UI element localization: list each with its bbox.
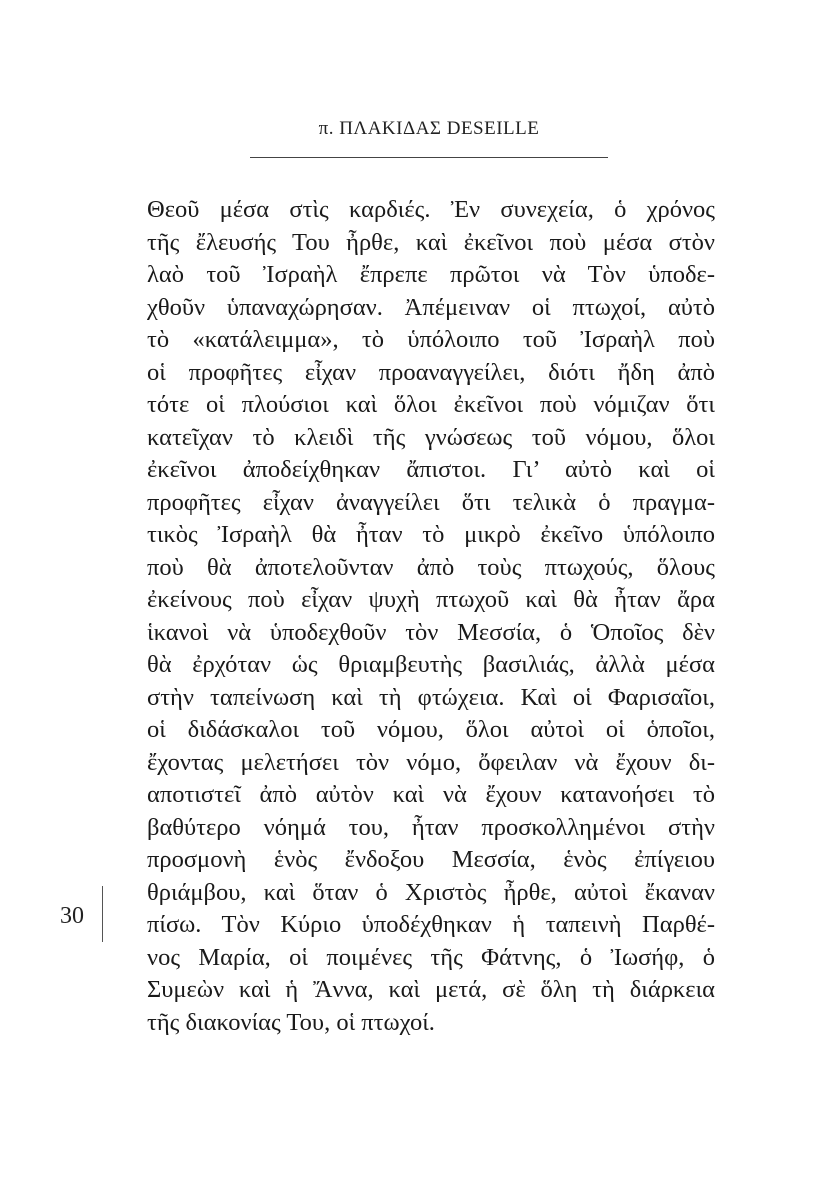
text-line: χθοῦν ὑπαναχώρησαν. Ἀπέμειναν οἱ πτωχοί, αὐτὸ	[147, 293, 715, 321]
text-line: ποὺ θὰ ἀποτελοῦνταν ἀπὸ τοὺς πτωχούς, ὅλους	[147, 553, 715, 581]
text-line-last: τῆς διακονίας Του, οἱ πτωχοί.	[147, 1008, 435, 1036]
page-number-rule	[102, 886, 103, 942]
text-line: λαὸ τοῦ Ἰσραὴλ ἔπρεπε πρῶτοι νὰ Τὸν ὑποδε-	[147, 261, 715, 288]
text-line: Συμεὼν καὶ ἡ Ἄννα, καὶ μετά, σὲ ὅλη τὴ διάρκεια	[147, 976, 715, 1003]
text-line: προσμονὴ ἑνὸς ἔνδοξου Μεσσία, ἑνὸς ἐπίγειου	[147, 846, 715, 873]
text-line: τικὸς Ἰσραὴλ θὰ ἦταν τὸ μικρὸ ἐκεῖνο ὑπόλοιπο	[147, 521, 715, 548]
text-line: προφῆτες εἶχαν ἀναγγείλει ὅτι τελικὰ ὁ πραγμα-	[147, 488, 715, 516]
text-line: θὰ ἐρχόταν ὡς θριαμβευτὴς βασιλιάς, ἀλλὰ μέσα	[147, 651, 715, 678]
text-line: ἱκανοὶ νὰ ὑποδεχθοῦν τὸν Μεσσία, ὁ Ὁποῖος δὲν	[147, 618, 715, 646]
running-head: π. ΠΛΑΚΙΔΑΣ DESEILLE	[318, 118, 540, 139]
text-line: οἱ προφῆτες εἶχαν προαναγγείλει, διότι ἤδη ἀπὸ	[147, 358, 715, 386]
page-number: 30	[60, 903, 84, 929]
text-line: βαθύτερο νόημά του, ἦταν προσκολλημένοι στὴν	[147, 813, 715, 841]
text-line: τότε οἱ πλούσιοι καὶ ὅλοι ἐκεῖνοι ποὺ νόμιζαν ὅτι	[147, 391, 715, 418]
text-line: κατεῖχαν τὸ κλειδὶ τῆς γνώσεως τοῦ νόμου, ὅλοι	[147, 423, 715, 451]
text-line: αποτιστεῖ ἀπὸ αὐτὸν καὶ νὰ ἔχουν κατανοήσει τὸ	[147, 781, 715, 808]
text-line: ἔχοντας μελετήσει τὸν νόμο, ὄφειλαν νὰ ἔχουν δι-	[147, 748, 715, 776]
text-line: οἱ διδάσκαλοι τοῦ νόμου, ὅλοι αὐτοὶ οἱ ὁποῖοι,	[147, 716, 715, 743]
text-line: τῆς ἔλευσής Του ἦρθε, καὶ ἐκεῖνοι ποὺ μέσα στὸν	[147, 228, 715, 256]
text-line: ἐκείνους ποὺ εἶχαν ψυχὴ πτωχοῦ καὶ θὰ ἦταν ἄρα	[147, 586, 715, 613]
text-line: νος Μαρία, οἱ ποιμένες τῆς Φάτνης, ὁ Ἰωσήφ, ὁ	[147, 943, 715, 971]
text-line: τὸ «κατάλειμμα», τὸ ὑπόλοιπο τοῦ Ἰσραὴλ ποὺ	[147, 326, 715, 353]
text-line: στὴν ταπείνωση καὶ τὴ φτώχεια. Καὶ οἱ Φαρισαῖοι,	[147, 683, 715, 711]
body-text	[147, 194, 715, 1039]
text-line: ἐκεῖνοι ἀποδείχθηκαν ἄπιστοι. Γι’ αὐτὸ καὶ οἱ	[147, 456, 715, 483]
text-line: θριάμβου, καὶ ὅταν ὁ Χριστὸς ἦρθε, αὐτοὶ ἔκαναν	[147, 878, 715, 906]
text-line: Θεοῦ μέσα στὶς καρδιές. Ἐν συνεχεία, ὁ χρόνος	[147, 196, 715, 223]
header-rule	[250, 157, 608, 158]
text-line: πίσω. Τὸν Κύριο ὑποδέχθηκαν ἡ ταπεινὴ Παρθέ-	[147, 911, 715, 938]
